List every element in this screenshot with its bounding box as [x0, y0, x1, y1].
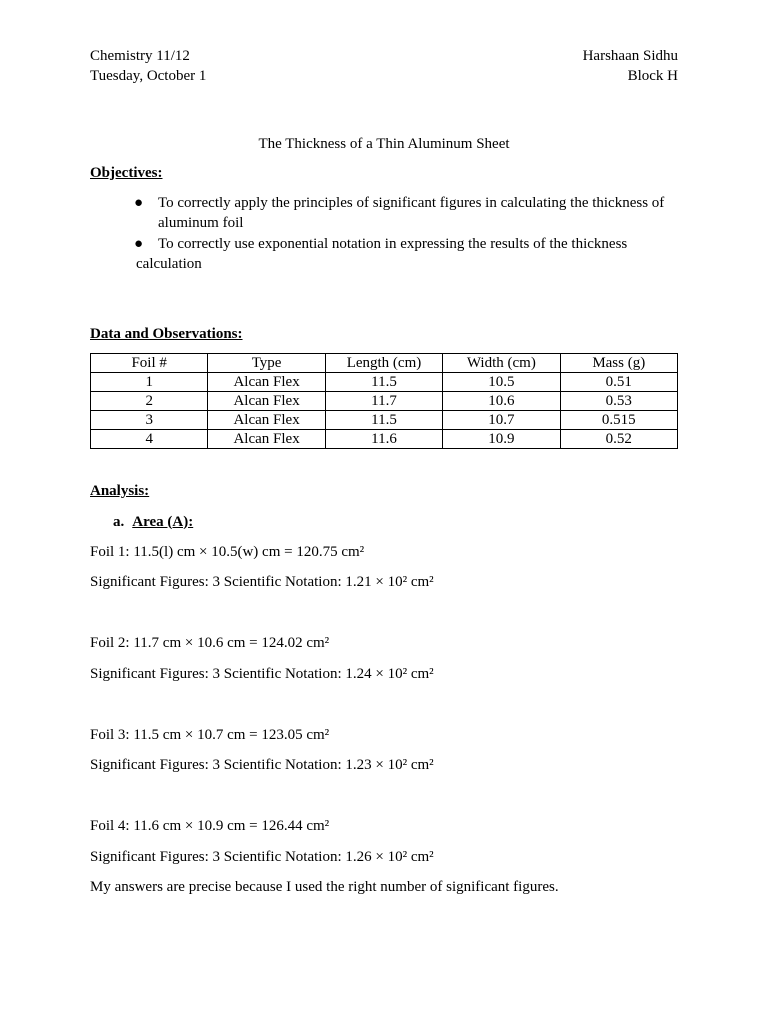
foil-3-calculation: Foil 3: 11.5 cm × 10.7 cm = 123.05 cm²: [90, 726, 330, 743]
foil-1-sig-figs: Significant Figures: 3 Scientific Notation: 1.21 × 10² cm²: [90, 574, 434, 590]
table-cell: 10.5: [443, 373, 560, 392]
student-name: Harshaan Sidhu: [582, 48, 678, 64]
objective-text-2: To correctly use exponential notation in expressing the results of the thickness calculation: [136, 235, 628, 272]
table-cell: 11.6: [325, 430, 442, 449]
foil-2-calculation: Foil 2: 11.7 cm × 10.6 cm = 124.02 cm²: [90, 635, 330, 652]
column-header: Width (cm): [443, 354, 560, 373]
table-cell: Alcan Flex: [208, 373, 325, 392]
course-name: Chemistry 11/12: [90, 48, 190, 64]
column-header: Mass (g): [560, 354, 677, 373]
table-cell: Alcan Flex: [208, 430, 325, 449]
header-right: [583, 46, 678, 87]
analysis-conclusion: My answers are precise because I used the right number of significant figures.: [90, 878, 559, 895]
data-table: [90, 353, 678, 449]
foil-3-sig-figs: Significant Figures: 3 Scientific Notation: 1.23 × 10² cm²: [90, 757, 434, 773]
column-header: Length (cm): [325, 354, 442, 373]
table-row: [91, 392, 678, 411]
table-cell: 4: [91, 430, 208, 449]
table-cell: 0.52: [560, 430, 677, 449]
objective-text-1: To correctly apply the principles of significant figures in calculating the thickness of aluminum foil: [158, 195, 665, 232]
foil-4-sig-figs: Significant Figures: 3 Scientific Notation: 1.26 × 10² cm²: [90, 848, 434, 865]
document-page: [90, 46, 678, 897]
table-cell: 2: [91, 392, 208, 411]
table-cell: 10.6: [443, 392, 560, 411]
class-block: Block H: [627, 68, 678, 85]
analysis-heading: Analysis:: [90, 483, 150, 500]
table-cell: 0.51: [560, 373, 677, 392]
document-header: [90, 46, 678, 87]
table-cell: 11.5: [325, 373, 442, 392]
column-header: Type: [208, 354, 325, 373]
table-cell: Alcan Flex: [208, 392, 325, 411]
column-header: Foil #: [91, 354, 208, 373]
objective-item-1: [90, 193, 678, 234]
bullet-icon: ●: [134, 235, 144, 252]
table-cell: 11.7: [325, 392, 442, 411]
table-cell: 10.9: [443, 430, 560, 449]
foil-4-calculation: Foil 4: 11.6 cm × 10.9 cm = 126.44 cm²: [90, 818, 330, 835]
objectives-heading: Objectives:: [90, 164, 163, 181]
document-date: Tuesday, October 1: [90, 68, 207, 85]
area-label: Area (A):: [132, 513, 194, 530]
table-cell: 11.5: [325, 411, 442, 430]
objectives-list: [90, 193, 678, 274]
foil-2-sig-figs: Significant Figures: 3 Scientific Notation: 1.24 × 10² cm²: [90, 665, 434, 682]
foil-1-calculation: Foil 1: 11.5(l) cm × 10.5(w) cm = 120.75 cm²: [90, 543, 365, 560]
objective-item-2: [90, 234, 678, 275]
table-row: [91, 411, 678, 430]
document-title: The Thickness of a Thin Aluminum Sheet: [258, 135, 510, 152]
table-header-row: [91, 354, 678, 373]
table-cell: 3: [91, 411, 208, 430]
area-subheading: [113, 512, 678, 532]
table-row: [91, 373, 678, 392]
list-marker: a.: [113, 513, 125, 530]
table-cell: Alcan Flex: [208, 411, 325, 430]
table-cell: 0.515: [560, 411, 677, 430]
bullet-icon: ●: [134, 195, 144, 211]
table-cell: 10.7: [443, 411, 560, 430]
table-cell: 0.53: [560, 392, 677, 411]
table-cell: 1: [91, 373, 208, 392]
data-heading: Data and Observations:: [90, 326, 243, 342]
table-row: [91, 430, 678, 449]
header-left: [90, 46, 206, 87]
